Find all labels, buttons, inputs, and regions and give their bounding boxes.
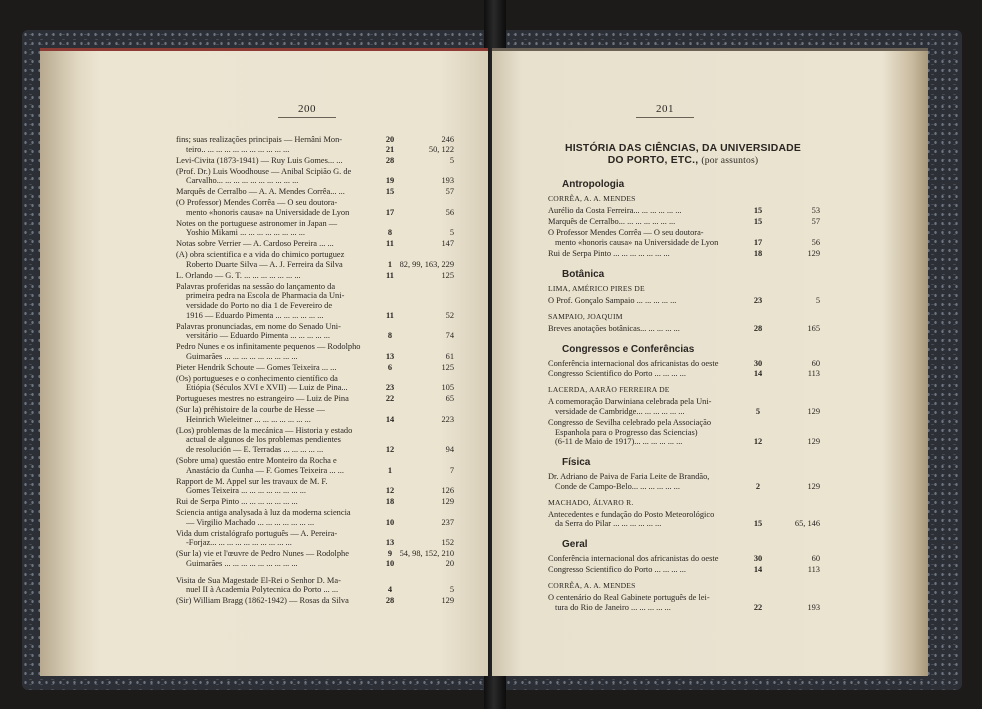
- entry-text: Congresso Scientifico do Porto ... ... ... ...: [548, 565, 686, 575]
- index-entry-line: [548, 359, 838, 369]
- entry-text: O Professor Mendes Corrêa — O seu doutora-: [548, 227, 704, 237]
- entry-text: Pedro Nunes e os infinitamente pequenos — Rodolpho: [176, 342, 361, 352]
- entry-text: (Sir) William Bragg (1862-1942) — Rosas da Silva: [176, 596, 349, 606]
- volume-number: 13: [385, 538, 395, 548]
- index-entry-line: [176, 477, 466, 487]
- index-entry-line: [176, 529, 466, 539]
- index-entry-line: [176, 228, 466, 238]
- entry-text: O Prof. Gonçalo Sampaio ... ... ... ... ...: [548, 295, 677, 305]
- index-entry: [176, 363, 466, 373]
- index-entry: [176, 198, 466, 217]
- index-entry-line: [548, 397, 838, 407]
- index-entry-line: [176, 596, 466, 606]
- entry-text: (Prof. Dr.) Luis Woodhouse — Anibal Scipião G. de: [176, 166, 352, 176]
- index-entry-line: [548, 238, 838, 248]
- index-column-left: [176, 135, 466, 607]
- volume-number: 9: [387, 549, 393, 559]
- index-entry: [176, 239, 466, 249]
- index-entry: [176, 156, 466, 166]
- section-title: [548, 143, 818, 167]
- page-reference: 113: [807, 565, 820, 575]
- page-reference: 52: [445, 310, 454, 320]
- entry-text: Roberto Duarte Silva — A. J. Ferreira da Silva: [186, 259, 343, 269]
- volume-number: 8: [387, 331, 393, 341]
- page-reference: 129: [807, 437, 820, 447]
- volume-number: 11: [386, 270, 394, 280]
- page-reference: 56: [445, 207, 454, 217]
- page-reference: 60: [811, 554, 820, 564]
- index-entry-line: [176, 518, 466, 528]
- page-reference: 152: [441, 538, 454, 548]
- volume-number: 30: [753, 358, 763, 368]
- volume-number: 8: [387, 228, 393, 238]
- page-reference: 147: [441, 239, 454, 249]
- page-reference: 193: [441, 176, 454, 186]
- volume-number: 11: [386, 239, 394, 249]
- author-name: CORRÊA, A. A. MENDES: [548, 194, 636, 203]
- entry-text: Breves anotações botânicas... ... ... ... ...: [548, 323, 680, 333]
- index-entry-line: [176, 394, 466, 404]
- entry-text: Yoshio Mikami ... ... ... ... ... ... ... ...: [186, 228, 305, 238]
- index-entry-line: [176, 486, 466, 496]
- index-entry: [176, 549, 466, 568]
- author-name: MACHADO, ÁLVARO R.: [548, 497, 634, 507]
- author-name: CORRÊA, A. A. MENDES: [548, 581, 636, 591]
- index-entry: [548, 369, 838, 379]
- entry-text: Rui de Serpa Pinto ... ... ... ... ... ... ...: [176, 497, 298, 507]
- page-reference: 7: [449, 465, 454, 475]
- left-page: [40, 48, 488, 676]
- volume-number: 23: [753, 295, 763, 305]
- volume-number: 28: [753, 323, 763, 333]
- entry-text: Congresso Scientifico do Porto ... ... ... ...: [548, 369, 686, 379]
- volume-number: 15: [753, 216, 763, 226]
- entry-text: Palavras proferidas na sessão do lançamento da: [176, 281, 336, 291]
- index-entry: [548, 359, 838, 369]
- entry-text: versidade de Cambridge... ... ... ... ... ...: [555, 407, 685, 417]
- entry-text: Marquês de Cerralbo — A. A. Mendes Corrêa... ...: [176, 187, 345, 197]
- page-reference: 246: [441, 135, 454, 144]
- index-entry-line: [548, 369, 838, 379]
- volume-number: 1: [387, 259, 393, 269]
- index-entry-line: [176, 239, 466, 249]
- subject-heading: Geral: [562, 539, 588, 551]
- index-entry-line: [548, 296, 838, 306]
- page-reference: 223: [441, 414, 454, 424]
- volume-number: 21: [385, 144, 395, 154]
- volume-number: 1: [387, 465, 393, 475]
- entry-text: Palavras pronunciadas, em nome do Senado Uni-: [176, 321, 341, 331]
- index-entry-line: [176, 585, 466, 595]
- subject-heading: Antropologia: [562, 179, 625, 190]
- index-entry-line: [176, 176, 466, 186]
- index-entry-line: [176, 352, 466, 362]
- subject-heading: Física: [562, 457, 591, 469]
- entry-text: (A) obra scientifica e a vida do chimico portuguez: [176, 250, 345, 260]
- entry-text: versitário — Eduardo Pimenta ... ... ... ... ...: [186, 331, 330, 341]
- index-entry-line: [176, 322, 466, 332]
- index-entry-line: [176, 435, 466, 445]
- entry-text: Notes on the portuguese astronomer in Japan —: [176, 218, 338, 228]
- page-reference: 94: [445, 445, 454, 455]
- index-entry: [176, 508, 466, 527]
- index-entry-line: [176, 508, 466, 518]
- entry-text: O centenário do Real Gabinete português de lei-: [548, 593, 710, 603]
- page-reference: 165: [807, 323, 820, 333]
- group-spacer: [548, 576, 838, 579]
- entry-text: Espanhola para o Progresso das Sciencias): [555, 427, 698, 437]
- index-entry: [548, 472, 838, 491]
- page-reference: 129: [441, 497, 454, 507]
- section-title-line2: [548, 155, 818, 167]
- index-entry: [176, 219, 466, 238]
- entry-text: Rui de Serpa Pinto ... ... ... ... ... ... ...: [548, 248, 670, 258]
- volume-number: 14: [753, 565, 763, 575]
- entry-text: Guimarães ... ... ... ... ... ... ... ... ...: [186, 558, 298, 568]
- index-entry-line: [176, 301, 466, 311]
- entry-text: nuel II à Academia Polytecnica do Porto ... ...: [186, 585, 339, 595]
- index-entry-line: [176, 331, 466, 341]
- index-entry-line: [176, 374, 466, 384]
- page-reference: 126: [441, 486, 454, 496]
- page-reference: 50, 122: [428, 144, 454, 154]
- entry-text: Conde de Campo-Belo... ... ... ... ... ...: [555, 481, 680, 491]
- entry-text: Sciencia antiga analysada à luz da moderna sciencia: [176, 508, 351, 518]
- volume-number: 17: [753, 237, 763, 247]
- page-reference: 60: [811, 358, 820, 368]
- index-entry: [176, 135, 466, 154]
- entry-text: mento «honoris causa» na Universidade de Lyon: [186, 207, 350, 217]
- entry-text: Pieter Hendrik Schoute — Gomes Teixeira ... ...: [176, 362, 337, 372]
- entry-text: Antecedentes e fundação do Posto Meteorológico: [548, 509, 715, 519]
- index-entry-line: [176, 559, 466, 569]
- index-entry-line: [176, 187, 466, 197]
- entry-text: Anastácio da Cunha — F. Gomes Teixeira ... ...: [186, 465, 344, 475]
- index-entry: [176, 456, 466, 475]
- entry-text: A comemoração Darwiniana celebrada pela Uni-: [548, 397, 712, 407]
- volume-number: 2: [755, 481, 761, 491]
- index-entry-line: [176, 549, 466, 559]
- page-reference: 237: [441, 517, 454, 527]
- index-entry-line: [176, 576, 466, 586]
- volume-number: 5: [755, 407, 761, 417]
- volume-number: 11: [386, 310, 394, 320]
- group-spacer: [548, 530, 838, 533]
- entry-text: (Sobre uma) questão entre Monteiro da Rocha e: [176, 456, 337, 466]
- entry-text: — Virgilio Machado ... ... ... ... ... ... ...: [186, 517, 315, 527]
- entry-text: primeira pedra na Escola de Pharmacia da Uni-: [186, 291, 345, 301]
- volume-number: 15: [753, 519, 763, 529]
- index-entry-line: [176, 405, 466, 415]
- page-reference: 53: [811, 206, 820, 215]
- group-spacer: [548, 307, 838, 310]
- index-entry-line: [176, 198, 466, 208]
- index-entry-line: [548, 510, 838, 520]
- index-entry-line: [548, 228, 838, 238]
- page-number-rule: [278, 117, 336, 118]
- index-entry-line: [176, 466, 466, 476]
- entry-text: versidade do Porto no dia 1 de Fevereiro de: [186, 301, 333, 311]
- page-reference: 57: [445, 187, 454, 197]
- page-reference: 105: [441, 383, 454, 393]
- volume-number: 22: [385, 394, 395, 404]
- entry-text: Gomes Teixeira ... ... ... ... ... ... ... ...: [186, 486, 306, 496]
- index-entry-line: [548, 519, 838, 529]
- index-entry-line: [176, 456, 466, 466]
- page-reference: 65: [445, 394, 454, 404]
- page-reference: 5: [449, 585, 454, 595]
- entry-text: Guimarães ... ... ... ... ... ... ... ... ...: [186, 351, 298, 361]
- volume-number: 28: [385, 155, 395, 165]
- volume-number: 18: [753, 248, 763, 258]
- index-entry: [176, 271, 466, 281]
- page-reference: 193: [807, 602, 820, 612]
- volume-number: 12: [385, 445, 395, 455]
- index-entry-line: [176, 260, 466, 270]
- entry-text: tura do Rio de Janeiro ... ... ... ... ...: [555, 602, 671, 612]
- index-entry-line: [176, 250, 466, 260]
- volume-number: 15: [385, 187, 395, 197]
- index-entry: [548, 418, 838, 447]
- entry-text: Marquês de Cerralbo... ... ... ... ... ... ...: [548, 216, 676, 226]
- entry-text: actual de algunos de los problemas pendientes: [186, 435, 341, 445]
- index-entry: [548, 565, 838, 575]
- index-entry-line: [176, 415, 466, 425]
- index-entry-line: [176, 208, 466, 218]
- author-name: LIMA, AMÉRICO PIRES DE: [548, 283, 645, 293]
- index-entry-line: [176, 291, 466, 301]
- entry-text: Conferência internacional dos africanistas do oeste: [548, 554, 719, 564]
- index-entry-line: [176, 135, 466, 145]
- page-number-rule: [636, 117, 694, 118]
- index-entry-line: [548, 407, 838, 417]
- index-entry: [176, 282, 466, 320]
- volume-number: 17: [385, 207, 395, 217]
- volume-number: 30: [753, 554, 763, 564]
- index-entry: [548, 228, 838, 247]
- entry-text: Vida dum cristalógrafo português — A. Pereira-: [176, 528, 338, 538]
- group-spacer: [548, 614, 838, 617]
- index-entry-line: [548, 603, 838, 613]
- page-reference: 20: [445, 558, 454, 568]
- entry-text: Congresso de Sevilha celebrado pela Associação: [548, 418, 712, 428]
- section-title-sub: (por assuntos): [701, 155, 759, 166]
- index-entry-line: [176, 311, 466, 321]
- page-reference: 129: [807, 481, 820, 491]
- page-reference: 129: [807, 407, 820, 417]
- index-entry-line: [176, 167, 466, 177]
- group-spacer: [548, 380, 838, 383]
- index-entry: [176, 426, 466, 455]
- entry-text: (Os) portugueses e o conhecimento científico da: [176, 373, 338, 383]
- entry-text: de resolución — E. Terradas ... ... ... ... ...: [186, 445, 324, 455]
- index-entry: [176, 322, 466, 341]
- index-entry: [548, 554, 838, 564]
- index-entry: [548, 397, 838, 416]
- index-entry: [176, 342, 466, 361]
- index-entry-line: [548, 206, 838, 216]
- index-entry-line: [548, 249, 838, 259]
- section-title-main: DO PORTO, ETC.,: [607, 155, 699, 166]
- page-reference: 82, 99, 163, 229: [399, 259, 454, 269]
- entry-text: da Serra do Pilar ... ... ... ... ... ...: [555, 519, 662, 529]
- volume-number: 28: [385, 596, 395, 606]
- index-entry-line: [548, 482, 838, 492]
- volume-number: 20: [385, 135, 395, 144]
- index-entry: [548, 296, 838, 306]
- index-entry: [548, 510, 838, 529]
- index-entry: [548, 217, 838, 227]
- index-entry-line: [176, 282, 466, 292]
- index-entry: [176, 405, 466, 424]
- index-entry-line: [176, 363, 466, 373]
- page-reference: 54, 98, 152, 210: [399, 549, 454, 559]
- page-reference: 5: [815, 295, 820, 305]
- index-entry: [176, 596, 466, 606]
- index-entry-line: [176, 383, 466, 393]
- group-spacer: [548, 335, 838, 338]
- entry-text: 1916 — Eduardo Pimenta ... ... ... ... ... ...: [186, 310, 324, 320]
- index-entry-line: [548, 418, 838, 428]
- volume-number: 12: [385, 486, 395, 496]
- entry-text: Carvalho... ... ... ... ... ... ... ... ... ...: [186, 176, 299, 186]
- index-entry-line: [548, 472, 838, 482]
- entry-text: Notas sobre Verrier — A. Cardoso Pereira ... ...: [176, 239, 334, 249]
- volume-number: 15: [753, 206, 763, 215]
- page-reference: 56: [811, 237, 820, 247]
- entry-text: (6-11 de Maio de 1917)... ... ... ... ... ...: [555, 437, 683, 447]
- index-entry-line: [176, 445, 466, 455]
- volume-number: 12: [753, 437, 763, 447]
- index-entry-line: [548, 593, 838, 603]
- group-spacer: [548, 493, 838, 496]
- page-reference: 61: [445, 351, 454, 361]
- entry-text: fins; suas realizações principais — Hernâni Mon-: [176, 135, 343, 144]
- index-entry-line: [176, 271, 466, 281]
- index-entry-line: [548, 437, 838, 447]
- entry-text: Conferência internacional dos africanistas do oeste: [548, 358, 719, 368]
- volume-number: 14: [753, 369, 763, 379]
- entry-text: teiro.. ... ... ... ... ... ... ... ... ... ...: [186, 144, 290, 154]
- index-entry-line: [176, 219, 466, 229]
- page-reference: 5: [449, 155, 454, 165]
- volume-number: 10: [385, 517, 395, 527]
- entry-text: Heinrich Wieleitner ... ... ... ... ... ... ...: [186, 414, 311, 424]
- page-reference: 129: [441, 596, 454, 606]
- author-name: LACERDA, AARÃO FERREIRA DE: [548, 385, 670, 395]
- entry-text: L. Orlando — G. T. ... ... ... ... ... ... ...: [176, 270, 301, 280]
- entry-text: -Forjaz... ... ... ... ... ... ... ... ... ...: [186, 538, 292, 548]
- index-entry-line: [176, 538, 466, 548]
- entry-text: (O Professor) Mendes Corrêa — O seu doutora-: [176, 198, 338, 208]
- index-entry: [176, 497, 466, 507]
- index-entry-line: [176, 426, 466, 436]
- group-spacer: [548, 448, 838, 451]
- index-entry: [176, 529, 466, 548]
- index-entry-line: [548, 217, 838, 227]
- page-reference: 125: [441, 362, 454, 372]
- entry-text: Portugueses mestres no estrangeiro — Luiz de Pina: [176, 394, 349, 404]
- section-title-line1: HISTÓRIA DAS CIÊNCIAS, DA UNIVERSIDADE: [564, 143, 802, 154]
- entry-text: (Sur la) préhistoire de la courbe de Hesse —: [176, 405, 325, 415]
- index-entry: [176, 167, 466, 186]
- entry-text: Dr. Adriano de Paiva de Faria Leite de Brandão,: [548, 472, 710, 482]
- entry-text: mento «honoris causa» na Universidade de Lyon: [555, 237, 719, 247]
- page-number-right: 201: [656, 103, 674, 115]
- volume-number: 14: [385, 414, 395, 424]
- volume-number: 18: [385, 497, 395, 507]
- author-name: SAMPAIO, JOAQUIM: [548, 311, 623, 321]
- entry-text: (Los) problemas de la mecánica — Historia y estado: [176, 425, 353, 435]
- volume-number: 13: [385, 351, 395, 361]
- group-spacer: [548, 260, 838, 263]
- volume-number: 19: [385, 176, 395, 186]
- index-entry: [176, 477, 466, 496]
- entry-text: (Sur la) vie et l'œuvre de Pedro Nunes — Rodolphe: [176, 549, 349, 559]
- page-reference: 113: [807, 369, 820, 379]
- entry-text: Rapport de M. Appel sur les travaux de M. F.: [176, 476, 328, 486]
- entry-text: Aurélio da Costa Ferreira... ... ... ... ... ...: [548, 206, 682, 215]
- entry-text: Levi-Civita (1873-1941) — Ruy Luis Gomes... ...: [176, 155, 343, 165]
- index-entry: [176, 576, 466, 595]
- entry-text: Etiópia (Séculos XVI e XVII) — Luiz de Pina...: [186, 383, 348, 393]
- page-reference: 65, 146: [794, 519, 820, 529]
- index-entry-line: [176, 156, 466, 166]
- index-entry-line: [548, 554, 838, 564]
- subject-heading: Botânica: [562, 268, 605, 280]
- index-entry-line: [548, 324, 838, 334]
- page-number-left: 200: [298, 103, 316, 115]
- page-reference: 74: [445, 331, 454, 341]
- index-entry-line: [176, 497, 466, 507]
- volume-number: 10: [385, 558, 395, 568]
- index-entry: [548, 249, 838, 259]
- index-entry-line: [176, 342, 466, 352]
- entry-text: Visita de Sua Magestade El-Rei o Senhor D. Ma-: [176, 575, 341, 585]
- index-entry: [176, 374, 466, 393]
- page-reference: 129: [807, 248, 820, 258]
- index-entry: [548, 324, 838, 334]
- volume-number: 22: [753, 602, 763, 612]
- index-entry-line: [548, 565, 838, 575]
- page-reference: 125: [441, 270, 454, 280]
- index-entry: [548, 593, 838, 612]
- index-entry-line: [176, 145, 466, 155]
- index-entry: [548, 206, 838, 216]
- volume-number: 23: [385, 383, 395, 393]
- volume-number: 6: [387, 362, 393, 372]
- right-page: [492, 48, 928, 676]
- subject-heading: Congressos e Conferências: [562, 343, 695, 355]
- page-reference: 57: [811, 216, 820, 226]
- page-reference: 5: [449, 228, 454, 238]
- index-entry: [176, 187, 466, 197]
- index-entry-line: [548, 428, 838, 438]
- volume-number: 4: [387, 585, 393, 595]
- index-entry: [176, 394, 466, 404]
- index-column-right: [548, 173, 838, 617]
- index-entry: [176, 250, 466, 269]
